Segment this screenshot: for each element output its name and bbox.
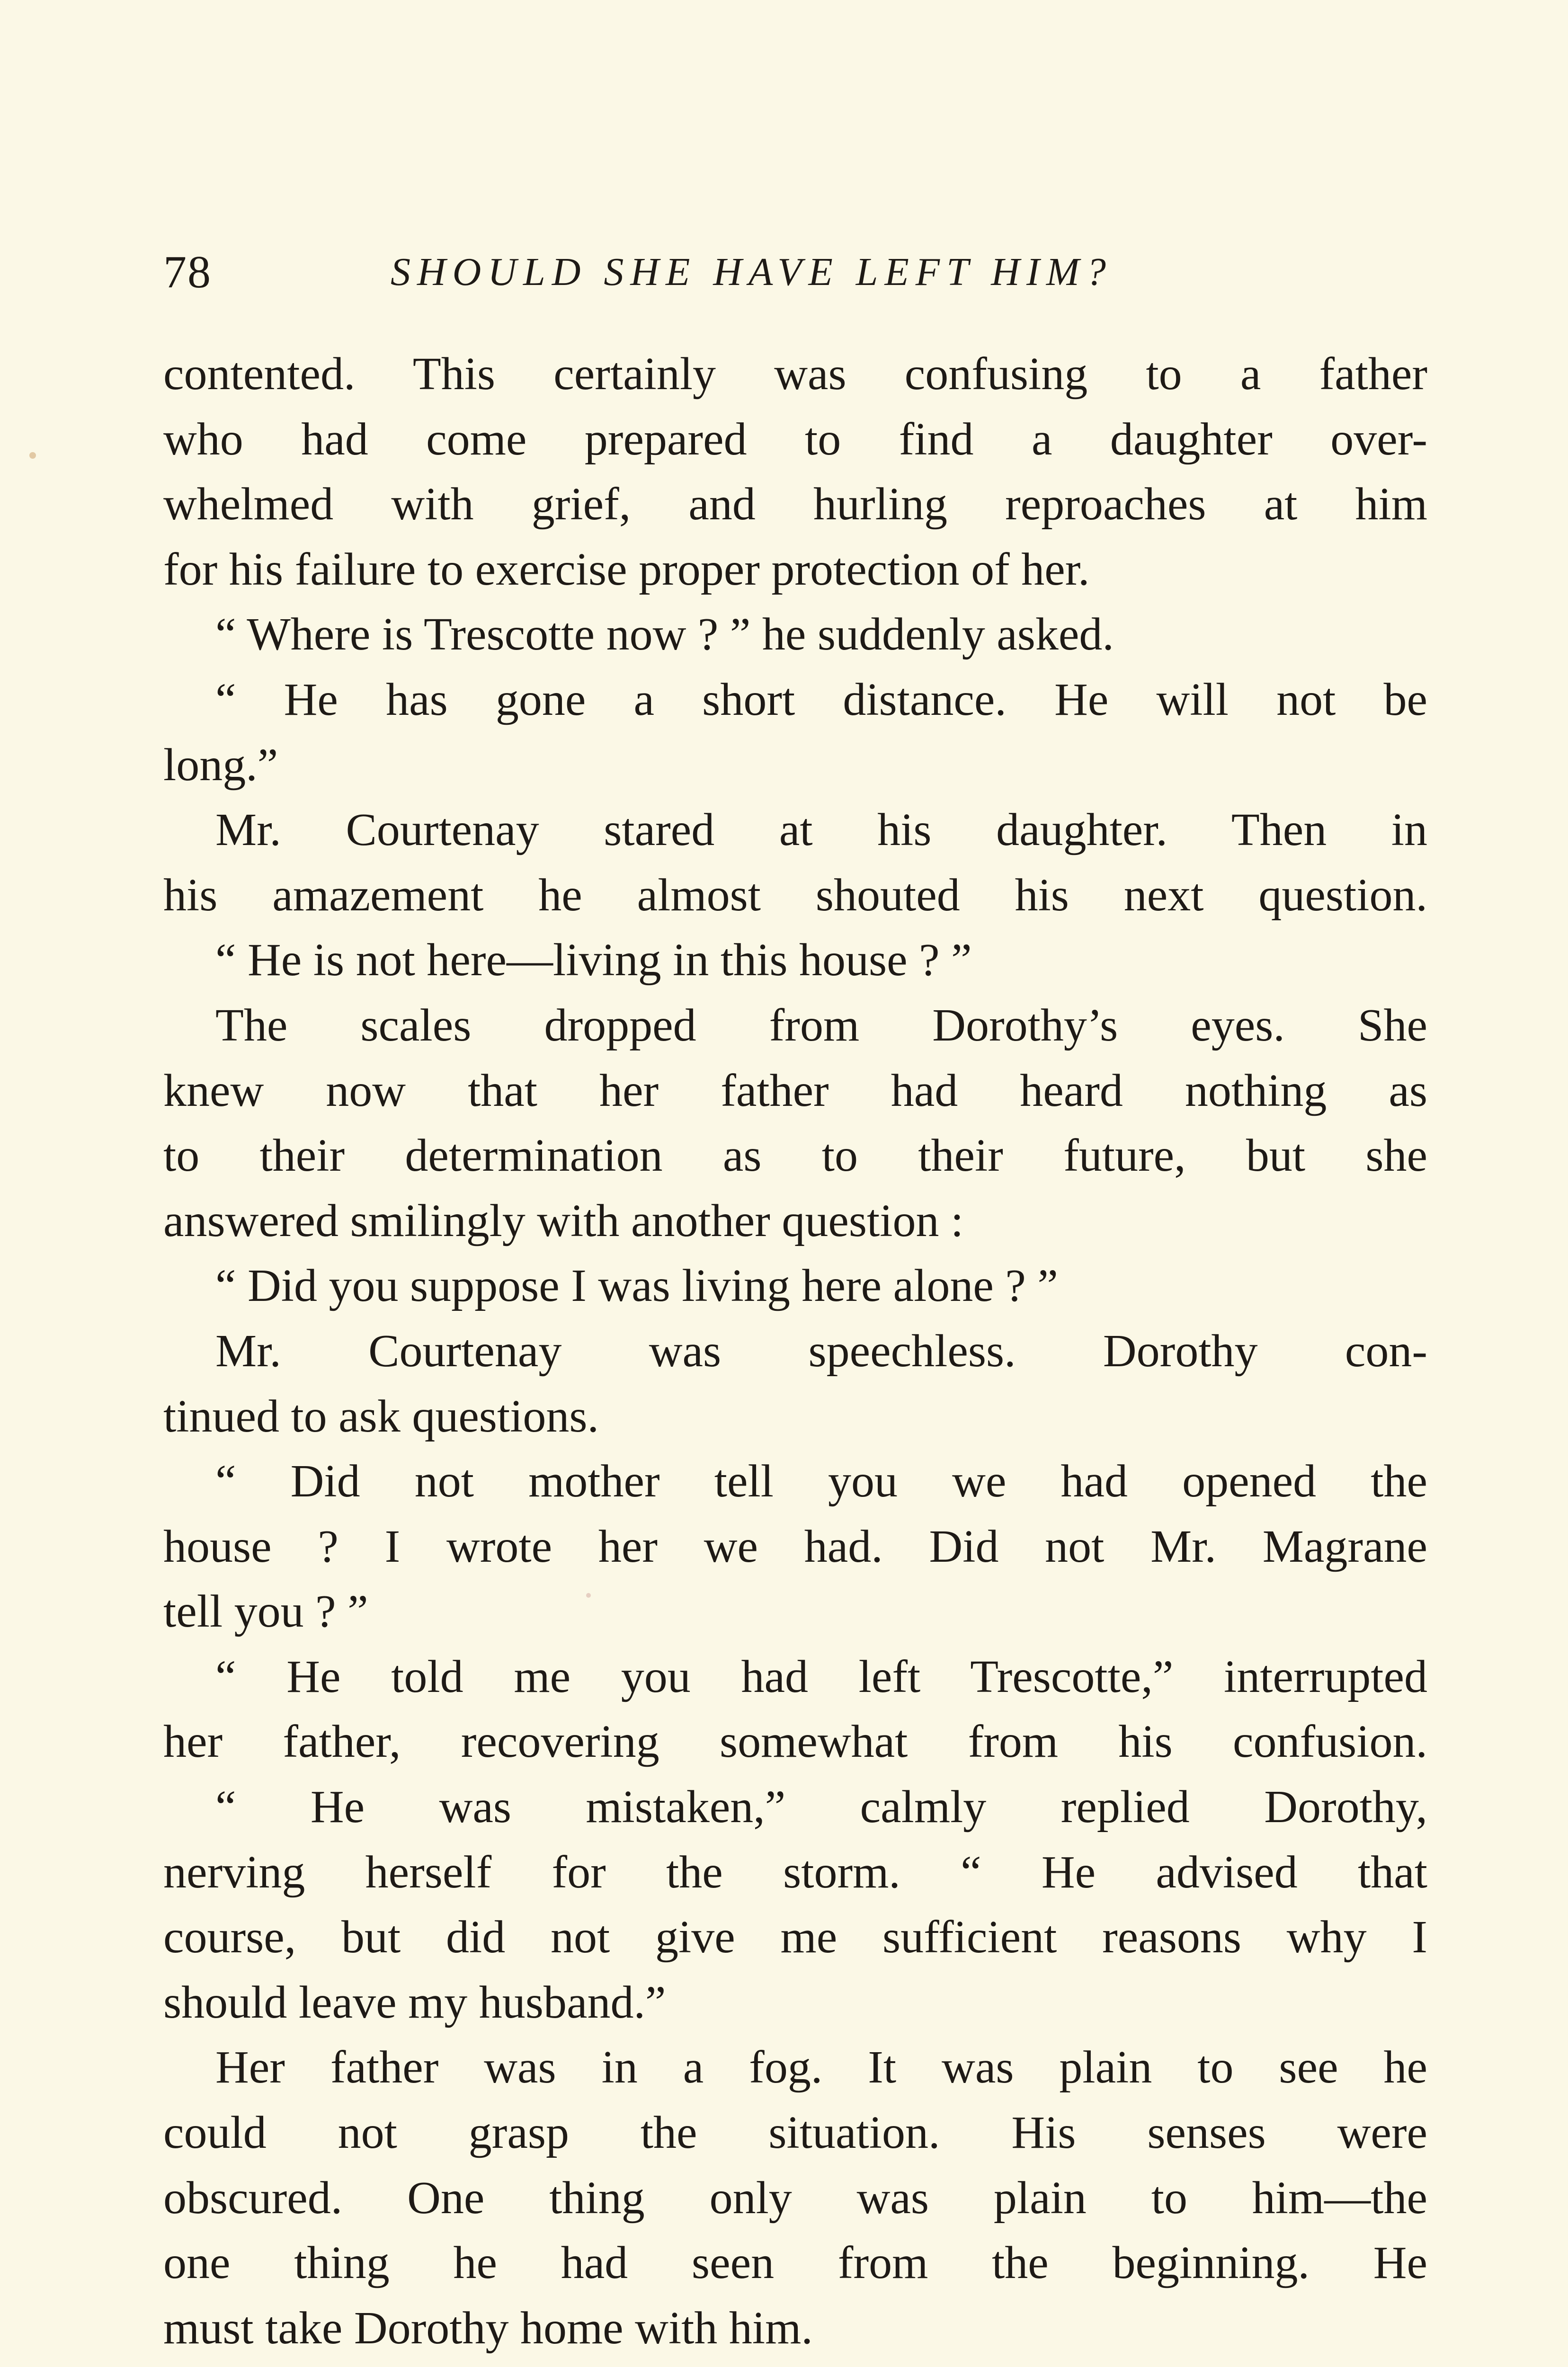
text-line: whelmed with grief, and hurling reproaches at him	[163, 479, 1427, 530]
running-head: SHOULD SHE HAVE LEFT HIM?	[391, 250, 1113, 294]
text-line: “ He is not here—living in this house ? ”	[215, 934, 972, 986]
text-line: “ He was mistaken,” calmly replied Dorothy,	[215, 1781, 1427, 1833]
text-line: “ Did you suppose I was living here alone ? ”	[215, 1260, 1058, 1312]
body-text	[163, 342, 1427, 2361]
text-line: “ Did not mother tell you we had opened the	[215, 1456, 1427, 1507]
text-line: tell you ? ”	[163, 1586, 368, 1637]
text-line: obscured. One thing only was plain to him—the	[163, 2172, 1427, 2224]
text-line: “ Where is Trescotte now ? ” he suddenly asked.	[215, 609, 1114, 660]
text-line: to their determination as to their future, but she	[163, 1130, 1427, 1182]
text-line: could not grasp the situation. His senses were	[163, 2107, 1427, 2159]
text-line: The scales dropped from Dorothy’s eyes. She	[215, 999, 1427, 1051]
text-line: her father, recovering somewhat from his confusion.	[163, 1716, 1427, 1768]
text-line: “ He has gone a short distance. He will not be	[215, 674, 1427, 725]
text-line: “ He told me you had left Trescotte,” interrupted	[215, 1651, 1427, 1702]
text-line: answered smilingly with another question :	[163, 1195, 964, 1246]
text-line: for his failure to exercise proper protection of her.	[163, 543, 1090, 595]
paper-speck	[586, 1593, 591, 1598]
paper-speck	[29, 452, 36, 459]
text-line: tinued to ask questions.	[163, 1390, 599, 1442]
text-line: nerving herself for the storm. “ He advised that	[163, 1846, 1427, 1898]
text-line: knew now that her father had heard nothing as	[163, 1065, 1427, 1116]
page-header	[163, 241, 1427, 303]
text-line: who had come prepared to find a daughter over-	[163, 413, 1427, 465]
page-number: 78	[163, 247, 212, 298]
text-line: must take Dorothy home with him.	[163, 2302, 813, 2354]
text-line: Mr. Courtenay stared at his daughter. Then in	[215, 804, 1427, 856]
text-line: long.”	[163, 739, 278, 791]
text-line: house ? I wrote her we had. Did not Mr. Magrane	[163, 1521, 1427, 1572]
text-line: his amazement he almost shouted his next question.	[163, 869, 1427, 921]
text-line: contented. This certainly was confusing to a father	[163, 348, 1427, 400]
text-line: Mr. Courtenay was speechless. Dorothy con-	[215, 1325, 1427, 1377]
text-line: one thing he had seen from the beginning. He	[163, 2237, 1427, 2289]
text-line: course, but did not give me sufficient reasons why I	[163, 1912, 1427, 1963]
text-line: should leave my husband.”	[163, 1976, 666, 2028]
text-line: Her father was in a fog. It was plain to see he	[215, 2042, 1427, 2093]
